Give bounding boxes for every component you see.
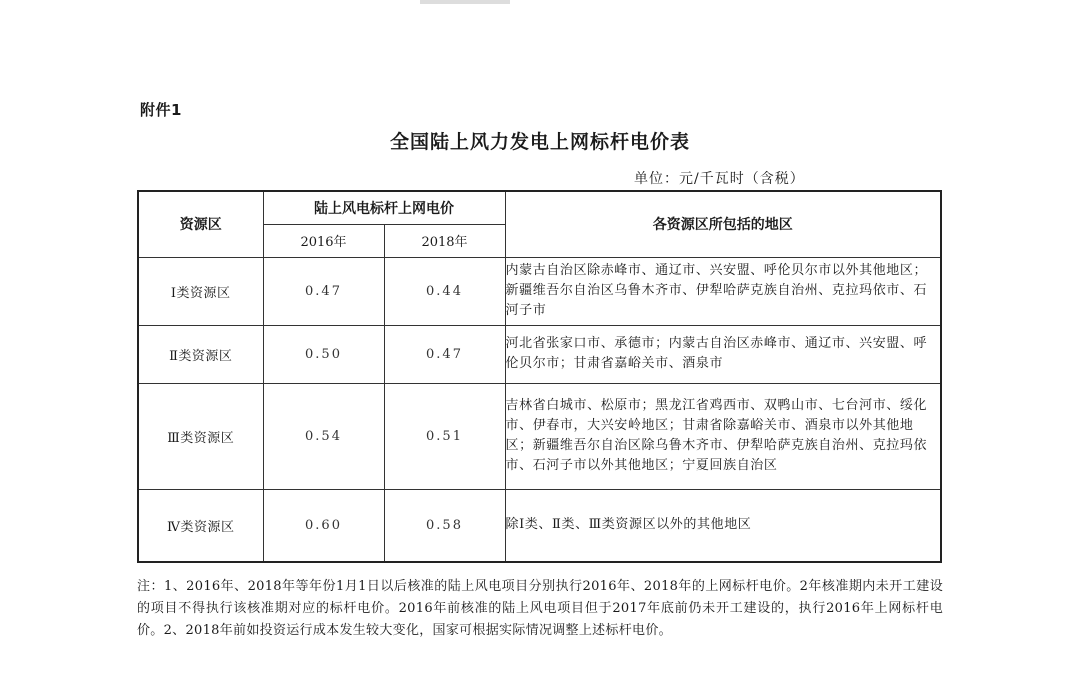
price-2018-cell: 0.47: [384, 325, 505, 383]
price-2016-cell: 0.54: [263, 383, 384, 489]
table-row: [138, 489, 941, 562]
zone-cell: Ⅳ类资源区: [138, 489, 263, 562]
footnote: 注：1、2016年、2018年等年份1月1日以后核准的陆上风电项目分别执行2016年、2018年的上网标杆电价。2年核准期内未开工建设的项目不得执行该核准期对应的标杆电价。2016年前核准的陆上风电项目但于2017年底前仍未开工建设的，执行2016年上网标杆电价。2、2018年前如投资运行成本发生较大变化，国家可根据实际情况调整上述标杆电价。: [137, 579, 943, 638]
table-row: [138, 325, 941, 383]
zone-cell: Ⅰ类资源区: [138, 257, 263, 325]
regions-cell: 吉林省白城市、松原市；黑龙江省鸡西市、双鸭山市、七台河市、绥化市、伊春市，大兴安岭地区；甘肃省除嘉峪关市、酒泉市以外其他地区；新疆维吾尔自治区除乌鲁木齐市、伊犁哈萨克族自治州、克拉玛依市、石河子市以外其他地区；宁夏回族自治区: [505, 383, 941, 489]
unit-label: 单位：元/千瓦时（含税）: [634, 171, 805, 187]
attachment-label: 附件1: [140, 101, 182, 119]
document-title: 全国陆上风力发电上网标杆电价表: [389, 131, 690, 153]
zone-cell: Ⅲ类资源区: [138, 383, 263, 489]
regions-cell: 除Ⅰ类、Ⅱ类、Ⅲ类资源区以外的其他地区: [505, 489, 941, 562]
scan-artifact-mark: [420, 0, 510, 4]
table-header-row: [138, 191, 941, 224]
header-regions: 各资源区所包括的地区: [505, 191, 941, 257]
price-2016-cell: 0.47: [263, 257, 384, 325]
price-2018-cell: 0.58: [384, 489, 505, 562]
price-2018-cell: 0.51: [384, 383, 505, 489]
header-year-2018: 2018年: [384, 224, 505, 257]
zone-cell: Ⅱ类资源区: [138, 325, 263, 383]
header-price-group: 陆上风电标杆上网电价: [263, 191, 505, 224]
header-zone: 资源区: [138, 191, 263, 257]
price-2016-cell: 0.60: [263, 489, 384, 562]
regions-cell: 内蒙古自治区除赤峰市、通辽市、兴安盟、呼伦贝尔市以外其他地区；新疆维吾尔自治区乌鲁木齐市、伊犁哈萨克族自治州、克拉玛依市、石河子市: [505, 257, 941, 325]
regions-cell: 河北省张家口市、承德市；内蒙古自治区赤峰市、通辽市、兴安盟、呼伦贝尔市；甘肃省嘉峪关市、酒泉市: [505, 325, 941, 383]
header-year-2016: 2016年: [263, 224, 384, 257]
price-2016-cell: 0.50: [263, 325, 384, 383]
tariff-table: [137, 190, 942, 563]
table-row: [138, 257, 941, 325]
price-2018-cell: 0.44: [384, 257, 505, 325]
table-row: [138, 383, 941, 489]
